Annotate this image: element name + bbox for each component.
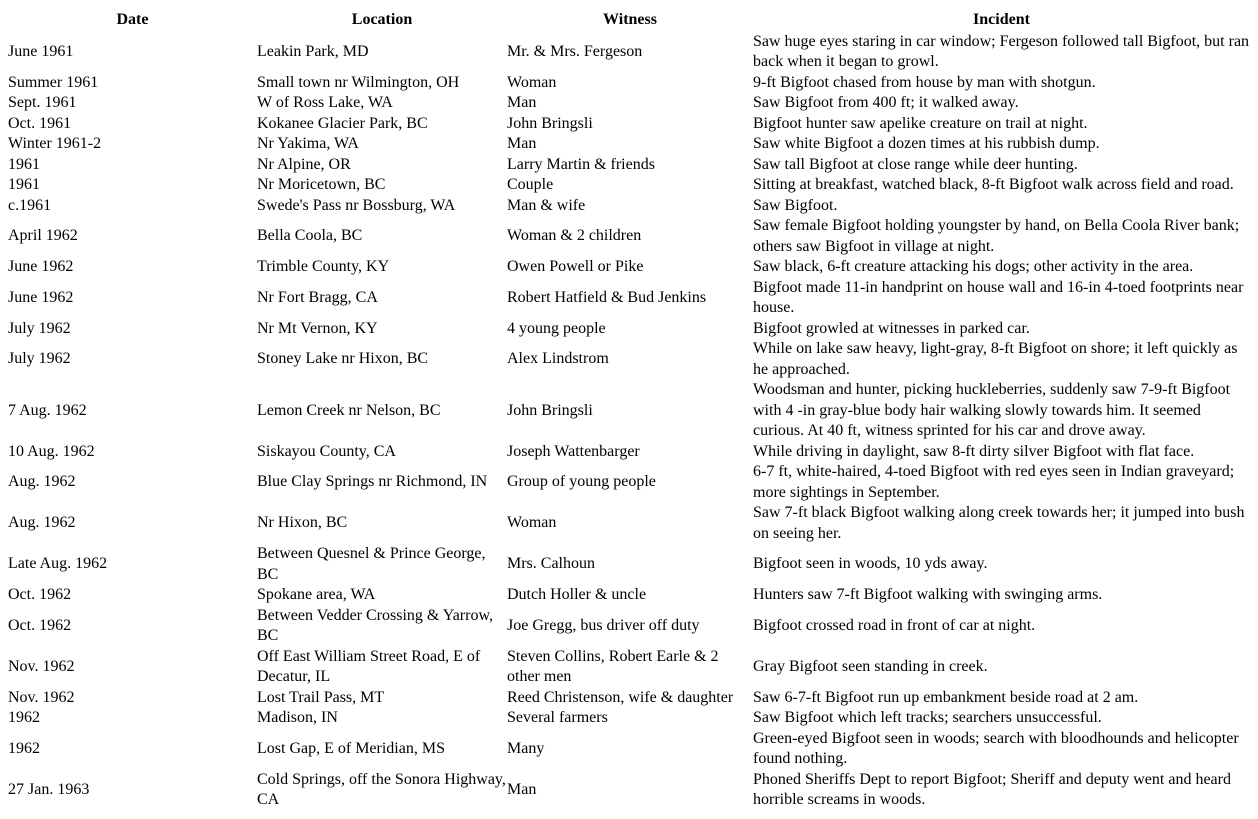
location-cell: Leakin Park, MD: [257, 42, 369, 60]
witness-cell: Many: [507, 739, 545, 757]
witness-cell: Man & wife: [507, 196, 586, 214]
date-cell: Oct. 1962: [8, 586, 72, 603]
witness-cell: Man: [507, 94, 537, 111]
date-cell: 7 Aug. 1962: [8, 401, 87, 419]
incident-cell: Saw white Bigfoot a dozen times at his rubbish dump.: [753, 135, 1100, 152]
location-cell: Lost Trail Pass, MT: [257, 688, 385, 706]
date-cell: Sept. 1961: [8, 94, 77, 111]
table-row: [8, 114, 1250, 135]
witness-cell: Mr. & Mrs. Fergeson: [507, 42, 643, 60]
witness-cell: Woman: [507, 73, 557, 91]
incident-cell: Woodsman and hunter, picking huckleberries, suddenly saw 7-9-ft Bigfoot with 4 -in gray-blue body hair walking slowly towards him. It seemed curious. At 40 ft, witness sprinted for his car and drove away.: [753, 381, 1231, 439]
incident-cell: Sitting at breakfast, watched black, 8-ft Bigfoot walk across field and road.: [753, 176, 1234, 193]
table-row: [8, 93, 1250, 114]
date-cell: Aug. 1962: [8, 514, 76, 532]
witness-cell: Group of young people: [507, 473, 656, 491]
location-cell: Nr Hixon, BC: [257, 514, 348, 532]
incident-cell: Saw 6-7-ft Bigfoot run up embankment beside road at 2 am.: [753, 688, 1139, 706]
table-row: [8, 257, 1250, 278]
table-row: [8, 155, 1250, 176]
witness-cell: Steven Collins, Robert Earle & 2 other men: [507, 647, 719, 685]
location-cell: Small town nr Wilmington, OH: [257, 73, 460, 91]
incident-cell: Bigfoot hunter saw apelike creature on trail at night.: [753, 114, 1088, 132]
witness-cell: Couple: [507, 176, 554, 193]
table-row: [8, 688, 1250, 709]
date-cell: Summer 1961: [8, 73, 99, 91]
location-cell: Nr Yakima, WA: [257, 135, 359, 152]
incident-cell: While on lake saw heavy, light-gray, 8-ft Bigfoot on shore; it left quickly as he approached.: [753, 340, 1238, 378]
date-cell: July 1962: [8, 350, 71, 368]
date-cell: Oct. 1962: [8, 616, 72, 634]
table-row: [8, 216, 1250, 257]
date-cell: 1962: [8, 709, 40, 726]
incident-cell: Saw black, 6-ft creature attacking his dogs; other activity in the area.: [753, 258, 1194, 275]
incident-cell: Bigfoot crossed road in front of car at night.: [753, 616, 1036, 634]
incident-cell: Saw 7-ft black Bigfoot walking along creek towards her; it jumped into bush on seeing her.: [753, 504, 1245, 542]
witness-cell: 4 young people: [507, 319, 606, 337]
date-cell: Nov. 1962: [8, 688, 75, 706]
date-cell: 1961: [8, 155, 40, 173]
witness-cell: Joseph Wattenbarger: [507, 442, 640, 460]
date-cell: June 1961: [8, 42, 74, 60]
incident-cell: While driving in daylight, saw 8-ft dirty silver Bigfoot with flat face.: [753, 442, 1195, 460]
date-cell: April 1962: [8, 227, 78, 245]
incident-cell: Saw Bigfoot.: [753, 196, 838, 214]
witness-cell: Mrs. Calhoun: [507, 555, 595, 573]
table-row: [8, 73, 1250, 94]
incident-cell: Saw Bigfoot from 400 ft; it walked away.: [753, 94, 1019, 111]
table-row: [8, 196, 1250, 217]
location-cell: Nr Mt Vernon, KY: [257, 319, 378, 337]
incident-cell: Gray Bigfoot seen standing in creek.: [753, 657, 988, 675]
incident-cell: Saw tall Bigfoot at close range while deer hunting.: [753, 155, 1078, 173]
date-cell: June 1962: [8, 288, 74, 306]
date-cell: Nov. 1962: [8, 657, 75, 675]
table-row: [8, 729, 1250, 770]
witness-cell: Woman & 2 children: [507, 227, 642, 245]
date-cell: 10 Aug. 1962: [8, 442, 95, 460]
table-row: [8, 708, 1250, 729]
location-cell: Between Vedder Crossing & Yarrow, BC: [257, 606, 493, 644]
incident-cell: Green-eyed Bigfoot seen in woods; search with bloodhounds and helicopter found nothing.: [753, 729, 1239, 767]
date-cell: 27 Jan. 1963: [8, 780, 90, 798]
location-cell: Nr Fort Bragg, CA: [257, 288, 378, 306]
date-cell: June 1962: [8, 258, 74, 275]
witness-cell: Several farmers: [507, 709, 608, 726]
location-cell: Kokanee Glacier Park, BC: [257, 114, 428, 132]
table-row: [8, 770, 1250, 811]
incident-cell: Bigfoot growled at witnesses in parked car.: [753, 319, 1030, 337]
column-header-date: Date: [116, 11, 149, 28]
column-header-incident: Incident: [973, 11, 1030, 28]
location-cell: Trimble County, KY: [257, 258, 390, 275]
location-cell: Stoney Lake nr Hixon, BC: [257, 350, 429, 368]
incident-cell: Saw huge eyes staring in car window; Fergeson followed tall Bigfoot, but ran back when it began to growl.: [753, 32, 1250, 70]
witness-cell: Man: [507, 135, 537, 152]
witness-cell: Man: [507, 780, 537, 798]
table-row: [8, 503, 1250, 544]
table-row: [8, 606, 1250, 647]
table-row: [8, 647, 1250, 688]
location-cell: Off East William Street Road, E of Decatur, IL: [257, 647, 481, 685]
date-cell: Late Aug. 1962: [8, 555, 108, 573]
column-header-location: Location: [351, 11, 413, 28]
table-header-row: [8, 8, 1250, 32]
witness-cell: Robert Hatfield & Bud Jenkins: [507, 288, 707, 306]
date-cell: Aug. 1962: [8, 473, 76, 491]
incident-cell: Phoned Sheriffs Dept to report Bigfoot; Sheriff and deputy went and heard horrible screams in woods.: [753, 770, 1231, 808]
witness-cell: Woman: [507, 514, 557, 532]
location-cell: Nr Moricetown, BC: [257, 176, 386, 193]
location-cell: Lemon Creek nr Nelson, BC: [257, 401, 441, 419]
date-cell: Oct. 1961: [8, 114, 72, 132]
date-cell: Winter 1961-2: [8, 135, 102, 152]
table-row: [8, 175, 1250, 196]
incident-cell: Saw female Bigfoot holding youngster by hand, on Bella Coola River bank; others saw Bigfoot in village at night.: [753, 217, 1240, 255]
witness-cell: Owen Powell or Pike: [507, 258, 644, 275]
table-row: [8, 462, 1250, 503]
incident-cell: 6-7 ft, white-haired, 4-toed Bigfoot with red eyes seen in Indian graveyard; more sightings in September.: [753, 463, 1235, 501]
date-cell: July 1962: [8, 319, 71, 337]
location-cell: W of Ross Lake, WA: [257, 94, 393, 111]
location-cell: Madison, IN: [257, 709, 338, 726]
witness-cell: Dutch Holler & uncle: [507, 586, 647, 603]
table-row: [8, 278, 1250, 319]
sightings-table: [8, 8, 1250, 811]
location-cell: Lost Gap, E of Meridian, MS: [257, 739, 445, 757]
incident-cell: Hunters saw 7-ft Bigfoot walking with swinging arms.: [753, 586, 1103, 603]
witness-cell: Reed Christenson, wife & daughter: [507, 688, 734, 706]
location-cell: Nr Alpine, OR: [257, 155, 351, 173]
witness-cell: Alex Lindstrom: [507, 350, 609, 368]
table-row: [8, 339, 1250, 380]
table-row: [8, 442, 1250, 463]
date-cell: 1962: [8, 739, 40, 757]
location-cell: Between Quesnel & Prince George, BC: [257, 545, 486, 583]
location-cell: Spokane area, WA: [257, 586, 376, 603]
location-cell: Bella Coola, BC: [257, 227, 363, 245]
table-row: [8, 319, 1250, 340]
date-cell: 1961: [8, 176, 40, 193]
incident-cell: Bigfoot seen in woods, 10 yds away.: [753, 555, 988, 573]
location-cell: Siskayou County, CA: [257, 442, 396, 460]
location-cell: Swede's Pass nr Bossburg, WA: [257, 196, 456, 214]
column-header-witness: Witness: [603, 11, 657, 28]
location-cell: Blue Clay Springs nr Richmond, IN: [257, 473, 488, 491]
incident-cell: Bigfoot made 11-in handprint on house wall and 16-in 4-toed footprints near house.: [753, 278, 1244, 316]
incident-cell: 9-ft Bigfoot chased from house by man with shotgun.: [753, 73, 1096, 91]
witness-cell: Joe Gregg, bus driver off duty: [507, 616, 700, 634]
table-row: [8, 134, 1250, 155]
location-cell: Cold Springs, off the Sonora Highway, CA: [257, 770, 506, 808]
witness-cell: John Bringsli: [507, 114, 593, 132]
table-row: [8, 32, 1250, 73]
witness-cell: John Bringsli: [507, 401, 593, 419]
table-row: [8, 380, 1250, 442]
date-cell: c.1961: [8, 196, 52, 214]
table-row: [8, 585, 1250, 606]
incident-cell: Saw Bigfoot which left tracks; searchers unsuccessful.: [753, 709, 1102, 726]
witness-cell: Larry Martin & friends: [507, 155, 655, 173]
table-row: [8, 544, 1250, 585]
